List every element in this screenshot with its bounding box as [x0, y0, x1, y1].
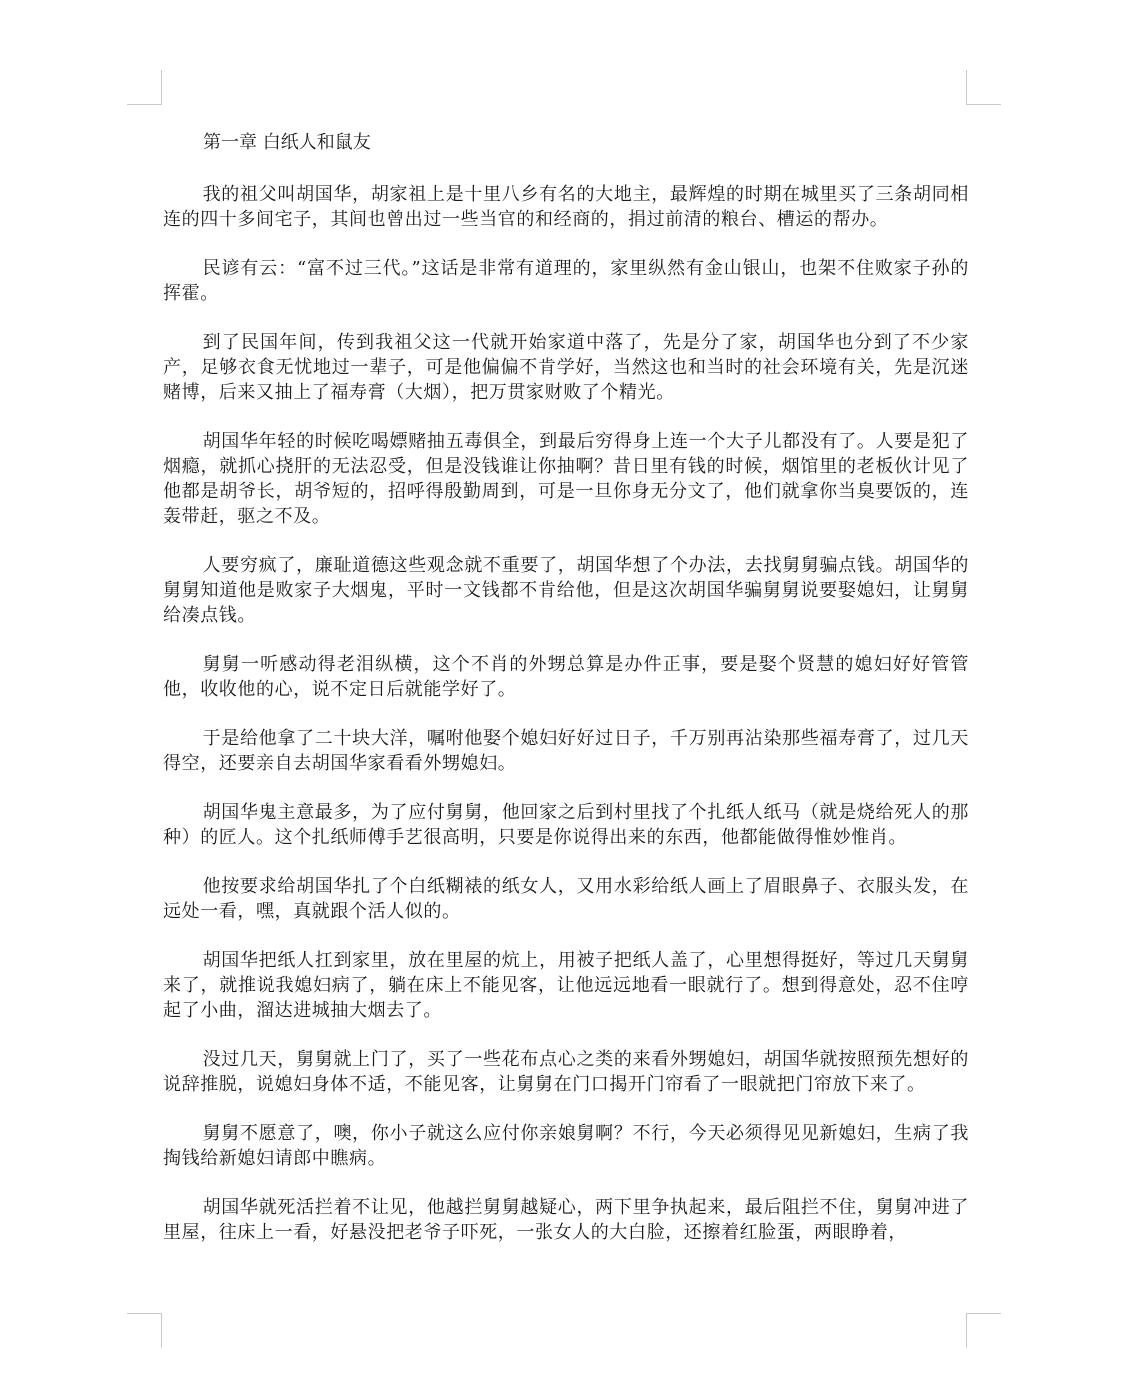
chapter-title: 第一章 白纸人和鼠友	[203, 132, 371, 153]
paragraph: 舅舅一听感动得老泪纵横，这个不肖的外甥总算是办件正事，要是娶个贤慧的媳妇好好管管他，收收他的心，说不定日后就能学好了。	[163, 654, 969, 700]
document-body	[163, 130, 969, 1302]
paragraph: 胡国华年轻的时候吃喝嫖赌抽五毒俱全，到最后穷得身上连一个大子儿都没有了。人要是犯了烟瘾，就抓心挠肝的无法忍受，但是没钱谁让你抽啊？昔日里有钱的时候，烟馆里的老板伙计见了他都是胡爷长，胡爷短的，招呼得殷勤周到，可是一旦你身无分文了，他们就拿你当臭要饭的，连轰带赶，驱之不及。	[163, 431, 969, 527]
paragraph: 于是给他拿了二十块大洋，嘱咐他娶个媳妇好好过日子，千万别再沾染那些福寿膏了，过几天得空，还要亲自去胡国华家看看外甥媳妇。	[163, 728, 969, 774]
page-corner-mark-bottom-left	[127, 1313, 162, 1348]
page-corner-mark-top-left	[127, 70, 162, 105]
paragraph: 民谚有云：“富不过三代。”这话是非常有道理的，家里纵然有金山银山，也架不住败家子孙的挥霍。	[163, 258, 969, 304]
paragraph: 没过几天，舅舅就上门了，买了一些花布点心之类的来看外甥媳妇，胡国华就按照预先想好的说辞推脱，说媳妇身体不适，不能见客，让舅舅在门口揭开门帘看了一眼就把门帘放下来了。	[163, 1049, 969, 1095]
paragraph: 胡国华就死活拦着不让见，他越拦舅舅越疑心，两下里争执起来，最后阻拦不住，舅舅冲进了里屋，往床上一看，好悬没把老爷子吓死，一张女人的大白脸，还擦着红脸蛋，两眼睁着，	[163, 1197, 969, 1243]
paragraph: 胡国华鬼主意最多，为了应付舅舅，他回家之后到村里找了个扎纸人纸马（就是烧给死人的那种）的匠人。这个扎纸师傅手艺很高明，只要是你说得出来的东西，他都能做得惟妙惟肖。	[163, 802, 969, 848]
paragraph: 胡国华把纸人扛到家里，放在里屋的炕上，用被子把纸人盖了，心里想得挺好，等过几天舅舅来了，就推说我媳妇病了，躺在床上不能见客，让他远远地看一眼就行了。想到得意处，忍不住哼起了小曲，溜达进城抽大烟去了。	[163, 950, 969, 1021]
page-corner-mark-top-right	[966, 70, 1001, 105]
paragraph: 舅舅不愿意了，噢，你小子就这么应付你亲娘舅啊？不行，今天必须得见见新媳妇，生病了我掏钱给新媳妇请郎中瞧病。	[163, 1123, 969, 1169]
page-corner-mark-bottom-right	[966, 1313, 1001, 1348]
paragraph: 到了民国年间，传到我祖父这一代就开始家道中落了，先是分了家，胡国华也分到了不少家产，足够衣食无忧地过一辈子，可是他偏偏不肯学好，当然这也和当时的社会环境有关，先是沉迷赌博，后来又抽上了福寿膏（大烟），把万贯家财败了个精光。	[163, 332, 969, 403]
paragraph: 人要穷疯了，廉耻道德这些观念就不重要了，胡国华想了个办法，去找舅舅骗点钱。胡国华的舅舅知道他是败家子大烟鬼，平时一文钱都不肯给他，但是这次胡国华骗舅舅说要娶媳妇，让舅舅给凑点钱。	[163, 555, 969, 626]
paragraph: 我的祖父叫胡国华，胡家祖上是十里八乡有名的大地主，最辉煌的时期在城里买了三条胡同相连的四十多间宅子，其间也曾出过一些当官的和经商的，捐过前清的粮台、槽运的帮办。	[163, 184, 969, 230]
paragraph: 他按要求给胡国华扎了个白纸糊裱的纸女人，又用水彩给纸人画上了眉眼鼻子、衣服头发，在远处一看，嘿，真就跟个活人似的。	[163, 876, 969, 922]
